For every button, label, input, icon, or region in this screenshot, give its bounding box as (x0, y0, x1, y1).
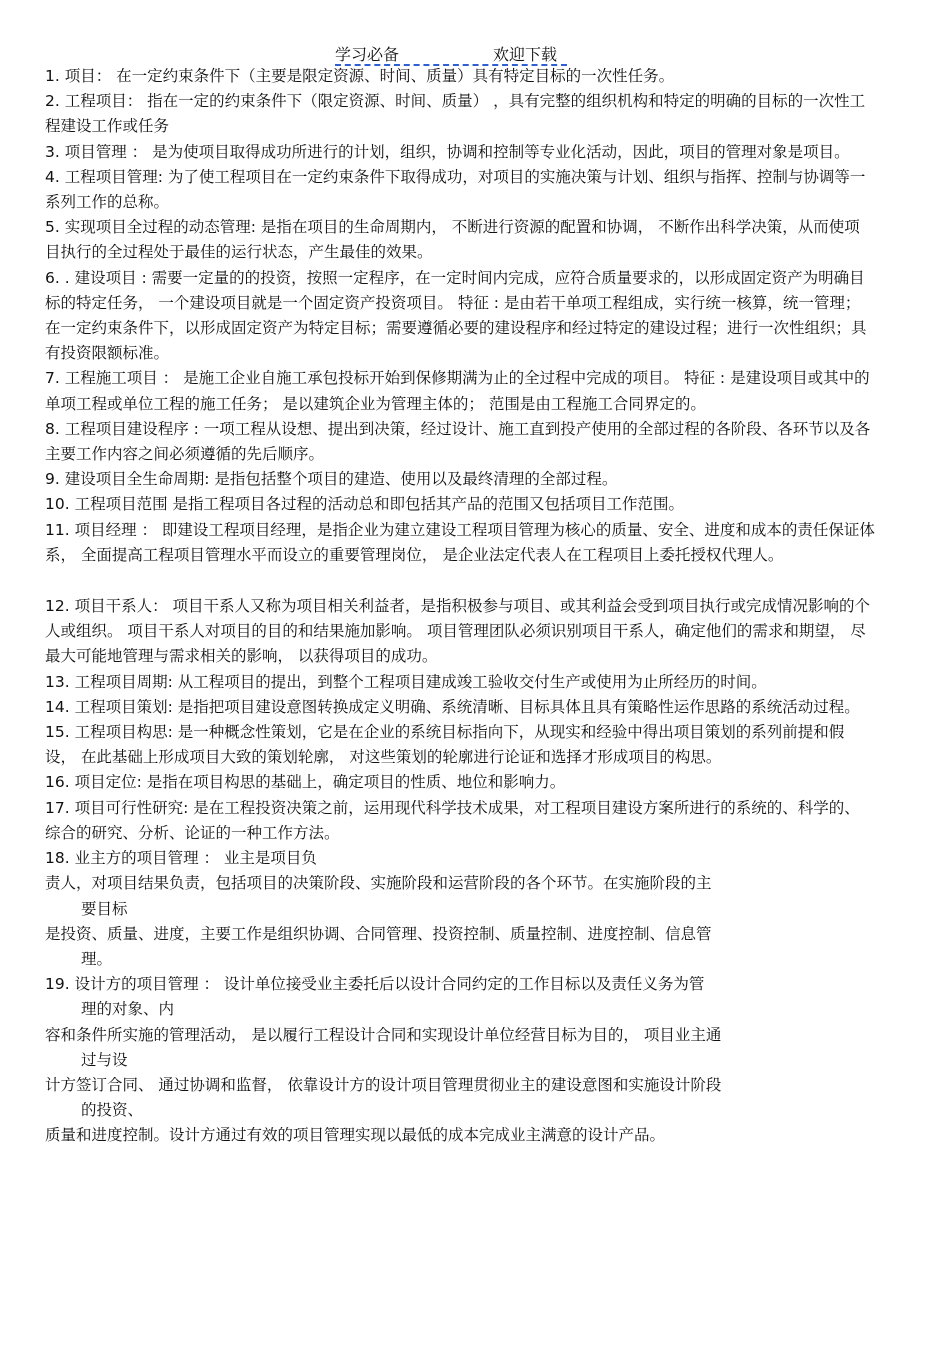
header-left-text: 学习必备 (335, 45, 400, 64)
definition-19-line-5: 计方签订合同、 通过协调和监督， 依靠设计方的设计项目管理贯彻业主的建设意图和实施设计阶段 (45, 1075, 722, 1094)
definition-5: 5. 实现项目全过程的动态管理: 是指在项目的生命周期内， 不断进行资源的配置和协调， 不断作出科学决策，从而使项目执行的全过程处于最佳的运行状态，产生最佳的效果。 (45, 218, 860, 262)
definition-19-line-6: 的投资、 (81, 1101, 144, 1120)
definition-15: 15. 工程项目构思: 是一种概念性策划，它是在企业的系统目标指向下，从现实和经验中得出项目策划的系列前提和假设， 在此基础上形成项目大致的策划轮廓， 对这些策划的轮廓进行论证和选择才形成项目的构思。 (45, 723, 845, 767)
definition-18-line-3: 要目标 (81, 899, 128, 918)
definition-17: 17. 项目可行性研究: 是在工程投资决策之前，运用现代科学技术成果，对工程项目建设方案所进行的系统的、科学的、综合的研究、分析、论证的一种工作方法。 (45, 798, 860, 842)
definition-16: 16. 项目定位: 是指在项目构思的基础上，确定项目的性质、地位和影响力。 (45, 773, 566, 792)
definition-14: 14. 工程项目策划: 是指把项目建设意图转换成定义明确、系统清晰、目标具体且具有策略性运作思路的系统活动过程。 (45, 697, 860, 716)
definition-7: 7. 工程施工项目 ： 是施工企业自施工承包投标开始到保修期满为止的全过程中完成的项目。 特征 : 是建设项目或其中的单项工程或单位工程的施工任务； 是以建筑企业为管理主体的； 范围是由工程施工合同界定的。 (45, 369, 870, 413)
definition-19-line-2: 理的对象、内 (81, 1000, 175, 1019)
definition-19-line-7: 质量和进度控制。设计方通过有效的项目管理实现以最低的成本完成业主满意的设计产品。 (45, 1126, 666, 1145)
definition-4: 4. 工程项目管理: 为了使工程项目在一定约束条件下取得成功，对项目的实施决策与计划、组织与指挥、控制与协调等一系列工作的总称。 (45, 167, 866, 212)
definition-9: 9. 建设项目全生命周期: 是指包括整个项目的建造、使用以及最终清理的全部过程。 (45, 470, 618, 489)
definition-19-line-1: 19. 设计方的项目管理 ： 设计单位接受业主委托后以设计合同约定的工作目标以及责任义务为管 (45, 975, 705, 994)
definition-11: 11. 项目经理 ： 即建设工程项目经理，是指企业为建立建设工程项目管理为核心的质量、安全、进度和成本的责任保证体系， 全面提高工程项目管理水平而设立的重要管理岗位， 是企业法定代表人在工程项目上委托授权代理人。 (45, 520, 875, 564)
definition-13: 13. 工程项目周期: 从工程项目的提出，到整个工程项目建成竣工验收交付生产或使用为止所经历的时间。 (45, 672, 767, 691)
definition-12: 12. 项目干系人： 项目干系人又称为项目相关利益者，是指积极参与项目、或其利益会受到项目执行或完成情况影响的个人或组织。 项目干系人对项目的目的和结果施加影响。 项目管理团队必须识别项目干系人，确定他们的需求和期望， 尽最大可能地管理与需求相关的影响， 以获得项目的成功。 (45, 597, 871, 666)
definition-18-line-1: 18. 业主方的项目管理 ： 业主是项目负 (45, 849, 317, 868)
definition-18-line-2: 责人，对项目结果负责，包括项目的决策阶段、实施阶段和运营阶段的各个环节。在实施阶段的主 (45, 874, 712, 893)
header-right-text: 欢迎下载 (493, 45, 558, 64)
definition-1: 1. 项目： 在一定约束条件下（主要是限定资源、时间、质量）具有特定目标的一次性任务。 (45, 67, 675, 85)
definition-6: 6. . 建设项目 : 需要一定量的的投资，按照一定程序，在一定时间内完成，应符合质量要求的，以形成固定资产为明确目标的特定任务， 一个建设项目就是一个固定资产投资项目。 特征 : 是由若干单项工程组成，实行统一核算，统一管理；在一定约束条件下，以形成固定资产为特定目标；需要遵循必要的建设程序和经过特定的建设过程；进行一次性组织；具有投资限额标准。 (45, 268, 867, 363)
definition-10: 10. 工程项目范围 是指工程项目各过程的活动总和即包括其产品的范围又包括项目工作范围。 (45, 495, 685, 514)
definition-2: 2. 工程项目： 指在一定的约束条件下（限定资源、时间、质量） ，具有完整的组织机构和特定的明确的目标的一次性工程建设工作或任务 (45, 92, 866, 136)
document-body (45, 64, 875, 1149)
definition-8: 8. 工程项目建设程序 : 一项工程从设想、提出到决策，经过设计、施工直到投产使用的全部过程的各阶段、各环节以及各主要工作内容之间必须遵循的先后顺序。 (45, 419, 871, 464)
definition-18-line-4: 是投资、质量、进度，主要工作是组织协调、合同管理、投资控制、质量控制、进度控制、信息管 (45, 924, 712, 943)
blank-line (45, 568, 875, 594)
definition-18-line-5: 理。 (81, 949, 113, 968)
definition-19-line-3: 容和条件所实施的管理活动， 是以履行工程设计合同和实现设计单位经营目标为目的， 项目业主通 (45, 1025, 722, 1044)
definition-3: 3. 项目管理 ： 是为使项目取得成功所进行的计划，组织，协调和控制等专业化活动，因此，项目的管理对象是项目。 (45, 142, 850, 161)
definition-19-line-4: 过与设 (81, 1050, 128, 1069)
